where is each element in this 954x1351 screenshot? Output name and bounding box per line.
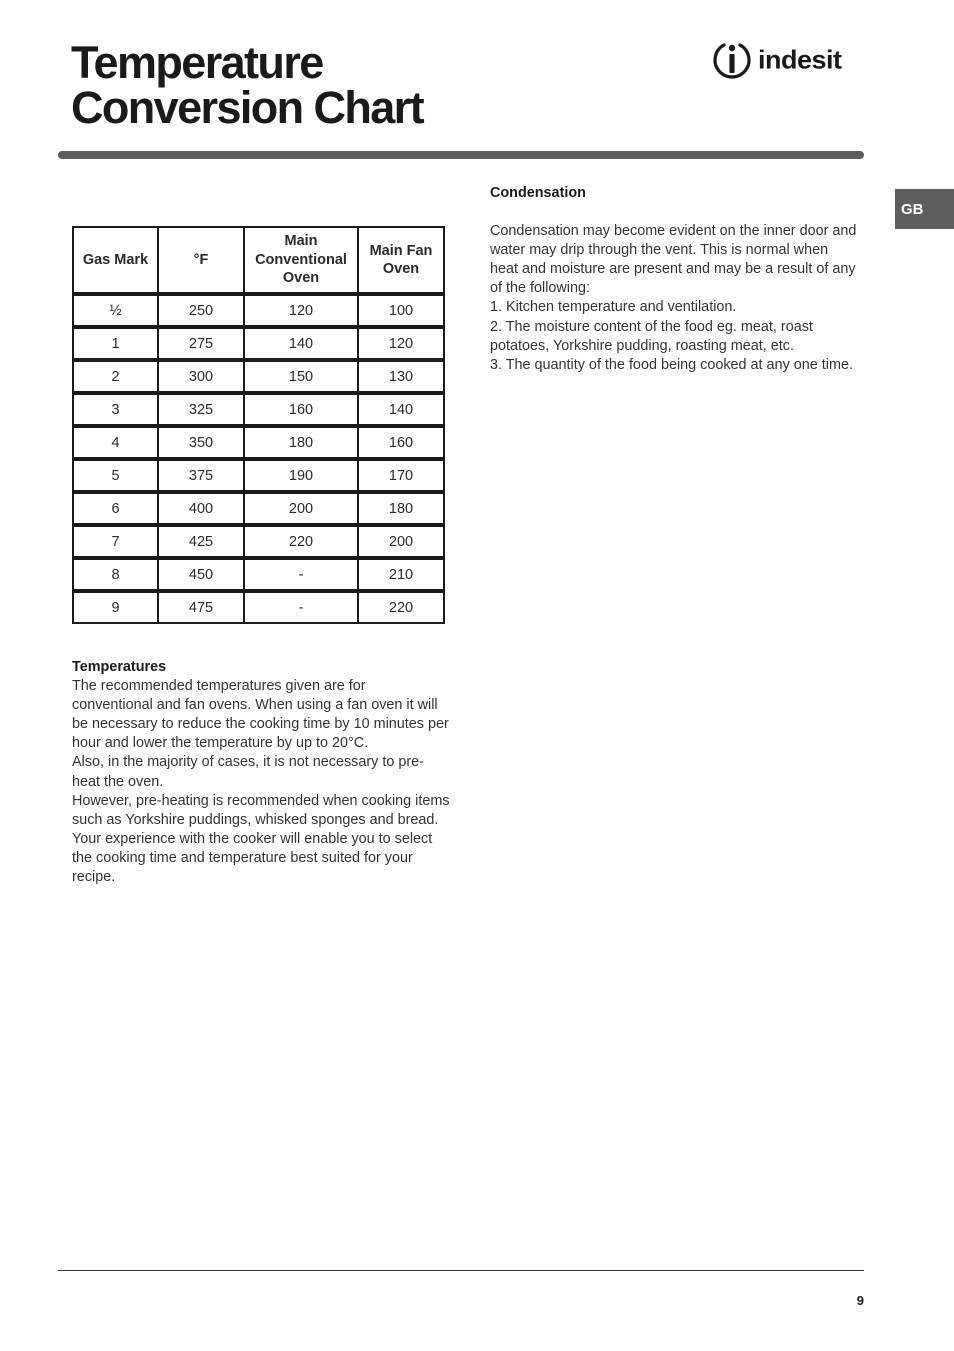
table-cell: 475 <box>158 591 244 623</box>
temperatures-paragraph: However, pre-heating is recommended when cooking items such as Yorkshire puddings, whisked sponges and bread. Your experience with the cooker will enable you to select the cooking time and temperature best suited for your recipe. <box>72 792 450 886</box>
table-cell: 120 <box>244 294 358 327</box>
table-cell: 250 <box>158 294 244 327</box>
table-header-row <box>73 227 444 294</box>
table-cell: 180 <box>244 426 358 459</box>
table-row <box>73 591 444 623</box>
indesit-logo <box>712 38 866 82</box>
table-cell: 160 <box>358 426 444 459</box>
table-cell: 130 <box>358 360 444 393</box>
condensation-list-item: 1. Kitchen temperature and ventilation. <box>490 299 737 316</box>
table-cell: 8 <box>73 558 158 591</box>
table-cell: 190 <box>244 459 358 492</box>
logo-wordmark: indesit <box>758 45 842 75</box>
table-row <box>73 393 444 426</box>
table-row <box>73 327 444 360</box>
table-cell: 140 <box>358 393 444 426</box>
table-cell: 425 <box>158 525 244 558</box>
table-cell: 100 <box>358 294 444 327</box>
title-line-1: Temperature <box>71 37 323 88</box>
table-cell: 210 <box>358 558 444 591</box>
condensation-section <box>490 184 860 375</box>
column-header: Gas Mark <box>73 227 158 294</box>
table-cell: 275 <box>158 327 244 360</box>
column-header: °F <box>158 227 244 294</box>
table-cell: 140 <box>244 327 358 360</box>
table-cell: 220 <box>358 591 444 623</box>
table-cell: 3 <box>73 393 158 426</box>
table-cell: 325 <box>158 393 244 426</box>
column-header: Main Fan Oven <box>358 227 444 294</box>
table-cell: 4 <box>73 426 158 459</box>
temperatures-heading: Temperatures <box>72 659 167 675</box>
table-cell: 200 <box>358 525 444 558</box>
table-cell: 400 <box>158 492 244 525</box>
table-body <box>73 294 444 623</box>
table-cell: 160 <box>244 393 358 426</box>
table-cell: 170 <box>358 459 444 492</box>
temperatures-section <box>72 658 450 887</box>
column-header: Main Conventional Oven <box>244 227 358 294</box>
table-cell: - <box>244 591 358 623</box>
table-cell: 2 <box>73 360 158 393</box>
condensation-list-item: 2. The moisture content of the food eg. meat, roast potatoes, Yorkshire pudding, roasting meat, etc. <box>490 318 813 354</box>
table-cell: 6 <box>73 492 158 525</box>
table-cell: 375 <box>158 459 244 492</box>
table-row <box>73 525 444 558</box>
title-divider <box>58 151 864 159</box>
table-cell: 150 <box>244 360 358 393</box>
table-row <box>73 360 444 393</box>
table-row <box>73 294 444 327</box>
table-row <box>73 492 444 525</box>
table-cell: 350 <box>158 426 244 459</box>
condensation-list-item: 3. The quantity of the food being cooked at any one time. <box>490 356 853 373</box>
condensation-heading: Condensation <box>490 185 586 201</box>
language-tab: GB <box>895 189 954 229</box>
table-cell: 300 <box>158 360 244 393</box>
table-cell: 220 <box>244 525 358 558</box>
table-cell: 200 <box>244 492 358 525</box>
table-cell: 120 <box>358 327 444 360</box>
table-cell: - <box>244 558 358 591</box>
temperature-conversion-table <box>72 226 445 624</box>
table-row <box>73 459 444 492</box>
table-cell: 1 <box>73 327 158 360</box>
table-cell: 9 <box>73 591 158 623</box>
page-number: 9 <box>856 1293 864 1308</box>
temperatures-paragraph: Also, in the majority of cases, it is not necessary to pre-heat the oven. <box>72 754 424 790</box>
condensation-paragraph: Condensation may become evident on the inner door and water may drip through the vent. This is normal when heat and moisture are present and may be a result of any of the following: <box>490 223 857 297</box>
title-line-2: Conversion Chart <box>71 82 423 133</box>
table-cell: 180 <box>358 492 444 525</box>
table-cell: ½ <box>73 294 158 327</box>
table-row <box>73 558 444 591</box>
page-title <box>71 37 423 133</box>
temperatures-paragraph: The recommended temperatures given are for conventional and fan ovens. When using a fan oven it will be necessary to reduce the cooking time by 10 minutes per hour and lower the temperature by up to 20°C. <box>72 678 449 752</box>
table-cell: 450 <box>158 558 244 591</box>
indesit-i-mark-icon <box>712 39 752 81</box>
table-cell: 5 <box>73 459 158 492</box>
footer-divider <box>58 1270 864 1271</box>
table-row <box>73 426 444 459</box>
table-cell: 7 <box>73 525 158 558</box>
